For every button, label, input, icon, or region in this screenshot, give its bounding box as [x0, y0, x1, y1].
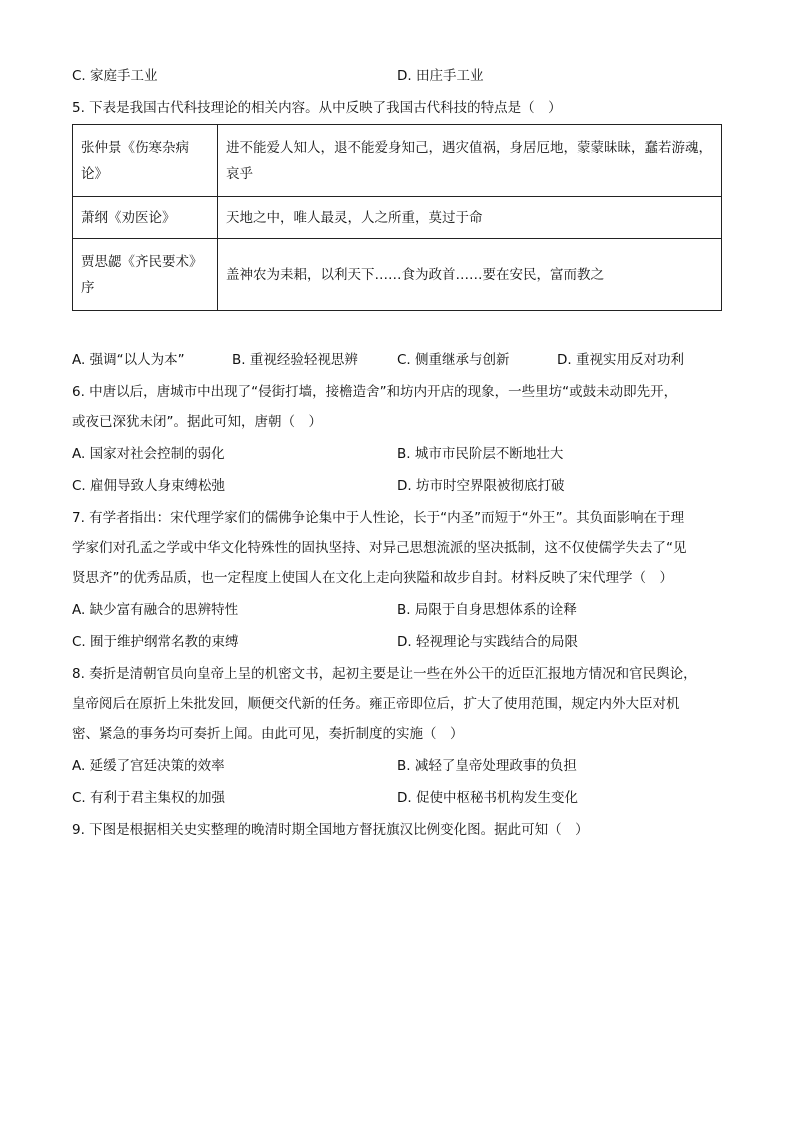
q5-option-a: A. 强调“以人为本” — [72, 352, 185, 368]
q6-stem-line-2: 或夜已深犹未闭”。据此可知，唐朝（ ） — [72, 414, 322, 430]
q7-stem-line-3: 贤思齐”的优秀品质，也一定程度上使国人在文化上走向狭隘和故步自封。材料反映了宋代理学（ ） — [72, 570, 673, 586]
q5-option-b: B. 重视经验轻视思辨 — [232, 352, 358, 368]
q7-option-b: B. 局限于自身思想体系的诠释 — [397, 602, 577, 618]
q8-option-a: A. 延缓了宫廷决策的效率 — [72, 758, 225, 774]
q5-option-c: C. 侧重继承与创新 — [397, 352, 510, 368]
q4-option-d: D. 田庄手工业 — [397, 68, 484, 84]
table-cell-text: 盖神农为耒耜，以利天下……食为政首……要在安民，富而教之 — [218, 239, 722, 311]
q5-stem: 5. 下表是我国古代科技理论的相关内容。从中反映了我国古代科技的特点是（ ） — [72, 100, 562, 116]
q6-option-c: C. 雇佣导致人身束缚松弛 — [72, 478, 226, 494]
q8-option-c: C. 有利于君主集权的加强 — [72, 790, 226, 806]
q8-stem-line-3: 密、紧急的事务均可奏折上闻。由此可见，奏折制度的实施（ ） — [72, 726, 464, 742]
q8-stem-line-2: 皇帝阅后在原折上朱批发回，顺便交代新的任务。雍正帝即位后，扩大了使用范围，规定内外大臣对机 — [72, 696, 680, 712]
table-cell-source: 萧纲《劝医论》 — [73, 197, 218, 239]
q8-option-b: B. 减轻了皇帝处理政事的负担 — [397, 758, 577, 774]
table-cell-text: 天地之中，唯人最灵，人之所重，莫过于命 — [218, 197, 722, 239]
table-cell-text: 进不能爱人知人，退不能爱身知己，遇灾值祸，身居厄地，蒙蒙昧昧，蠢若游魂，哀乎 — [218, 125, 722, 197]
q5-option-d: D. 重视实用反对功利 — [557, 352, 684, 368]
q6-stem-line-1: 6. 中唐以后，唐城市中出现了“侵街打墙，接檐造舍”和坊内开店的现象，一些里坊“或鼓未动即先开， — [72, 384, 678, 400]
table-row — [73, 239, 722, 311]
table-cell-source: 贾思勰《齐民要术》序 — [73, 239, 218, 311]
q6-option-b: B. 城市市民阶层不断地壮大 — [397, 446, 564, 462]
q7-stem-line-1: 7. 有学者指出：宋代理学家们的儒佛争论集中于人性论，长于“内圣”而短于“外王”。其负面影响在于理 — [72, 510, 685, 526]
q8-option-d: D. 促使中枢秘书机构发生变化 — [397, 790, 578, 806]
table-cell-source: 张仲景《伤寒杂病论》 — [73, 125, 218, 197]
table-row — [73, 197, 722, 239]
table-row — [73, 125, 722, 197]
q8-stem-line-1: 8. 奏折是清朝官员向皇帝上呈的机密文书，起初主要是让一些在外公干的近臣汇报地方情况和官民舆论， — [72, 666, 697, 682]
q6-option-d: D. 坊市时空界限被彻底打破 — [397, 478, 565, 494]
q7-option-a: A. 缺少富有融合的思辨特性 — [72, 602, 239, 618]
q9-stem: 9. 下图是根据相关史实整理的晚清时期全国地方督抚旗汉比例变化图。据此可知（ ） — [72, 822, 589, 838]
q7-stem-line-2: 学家们对孔孟之学或中华文化特殊性的固执坚持、对异己思想流派的坚决抵制，这不仅使儒学失去了“见 — [72, 540, 687, 556]
q7-option-d: D. 轻视理论与实践结合的局限 — [397, 634, 578, 650]
q5-source-table — [72, 124, 722, 311]
q6-option-a: A. 国家对社会控制的弱化 — [72, 446, 225, 462]
q4-option-c: C. 家庭手工业 — [72, 68, 158, 84]
q7-option-c: C. 囿于维护纲常名教的束缚 — [72, 634, 239, 650]
